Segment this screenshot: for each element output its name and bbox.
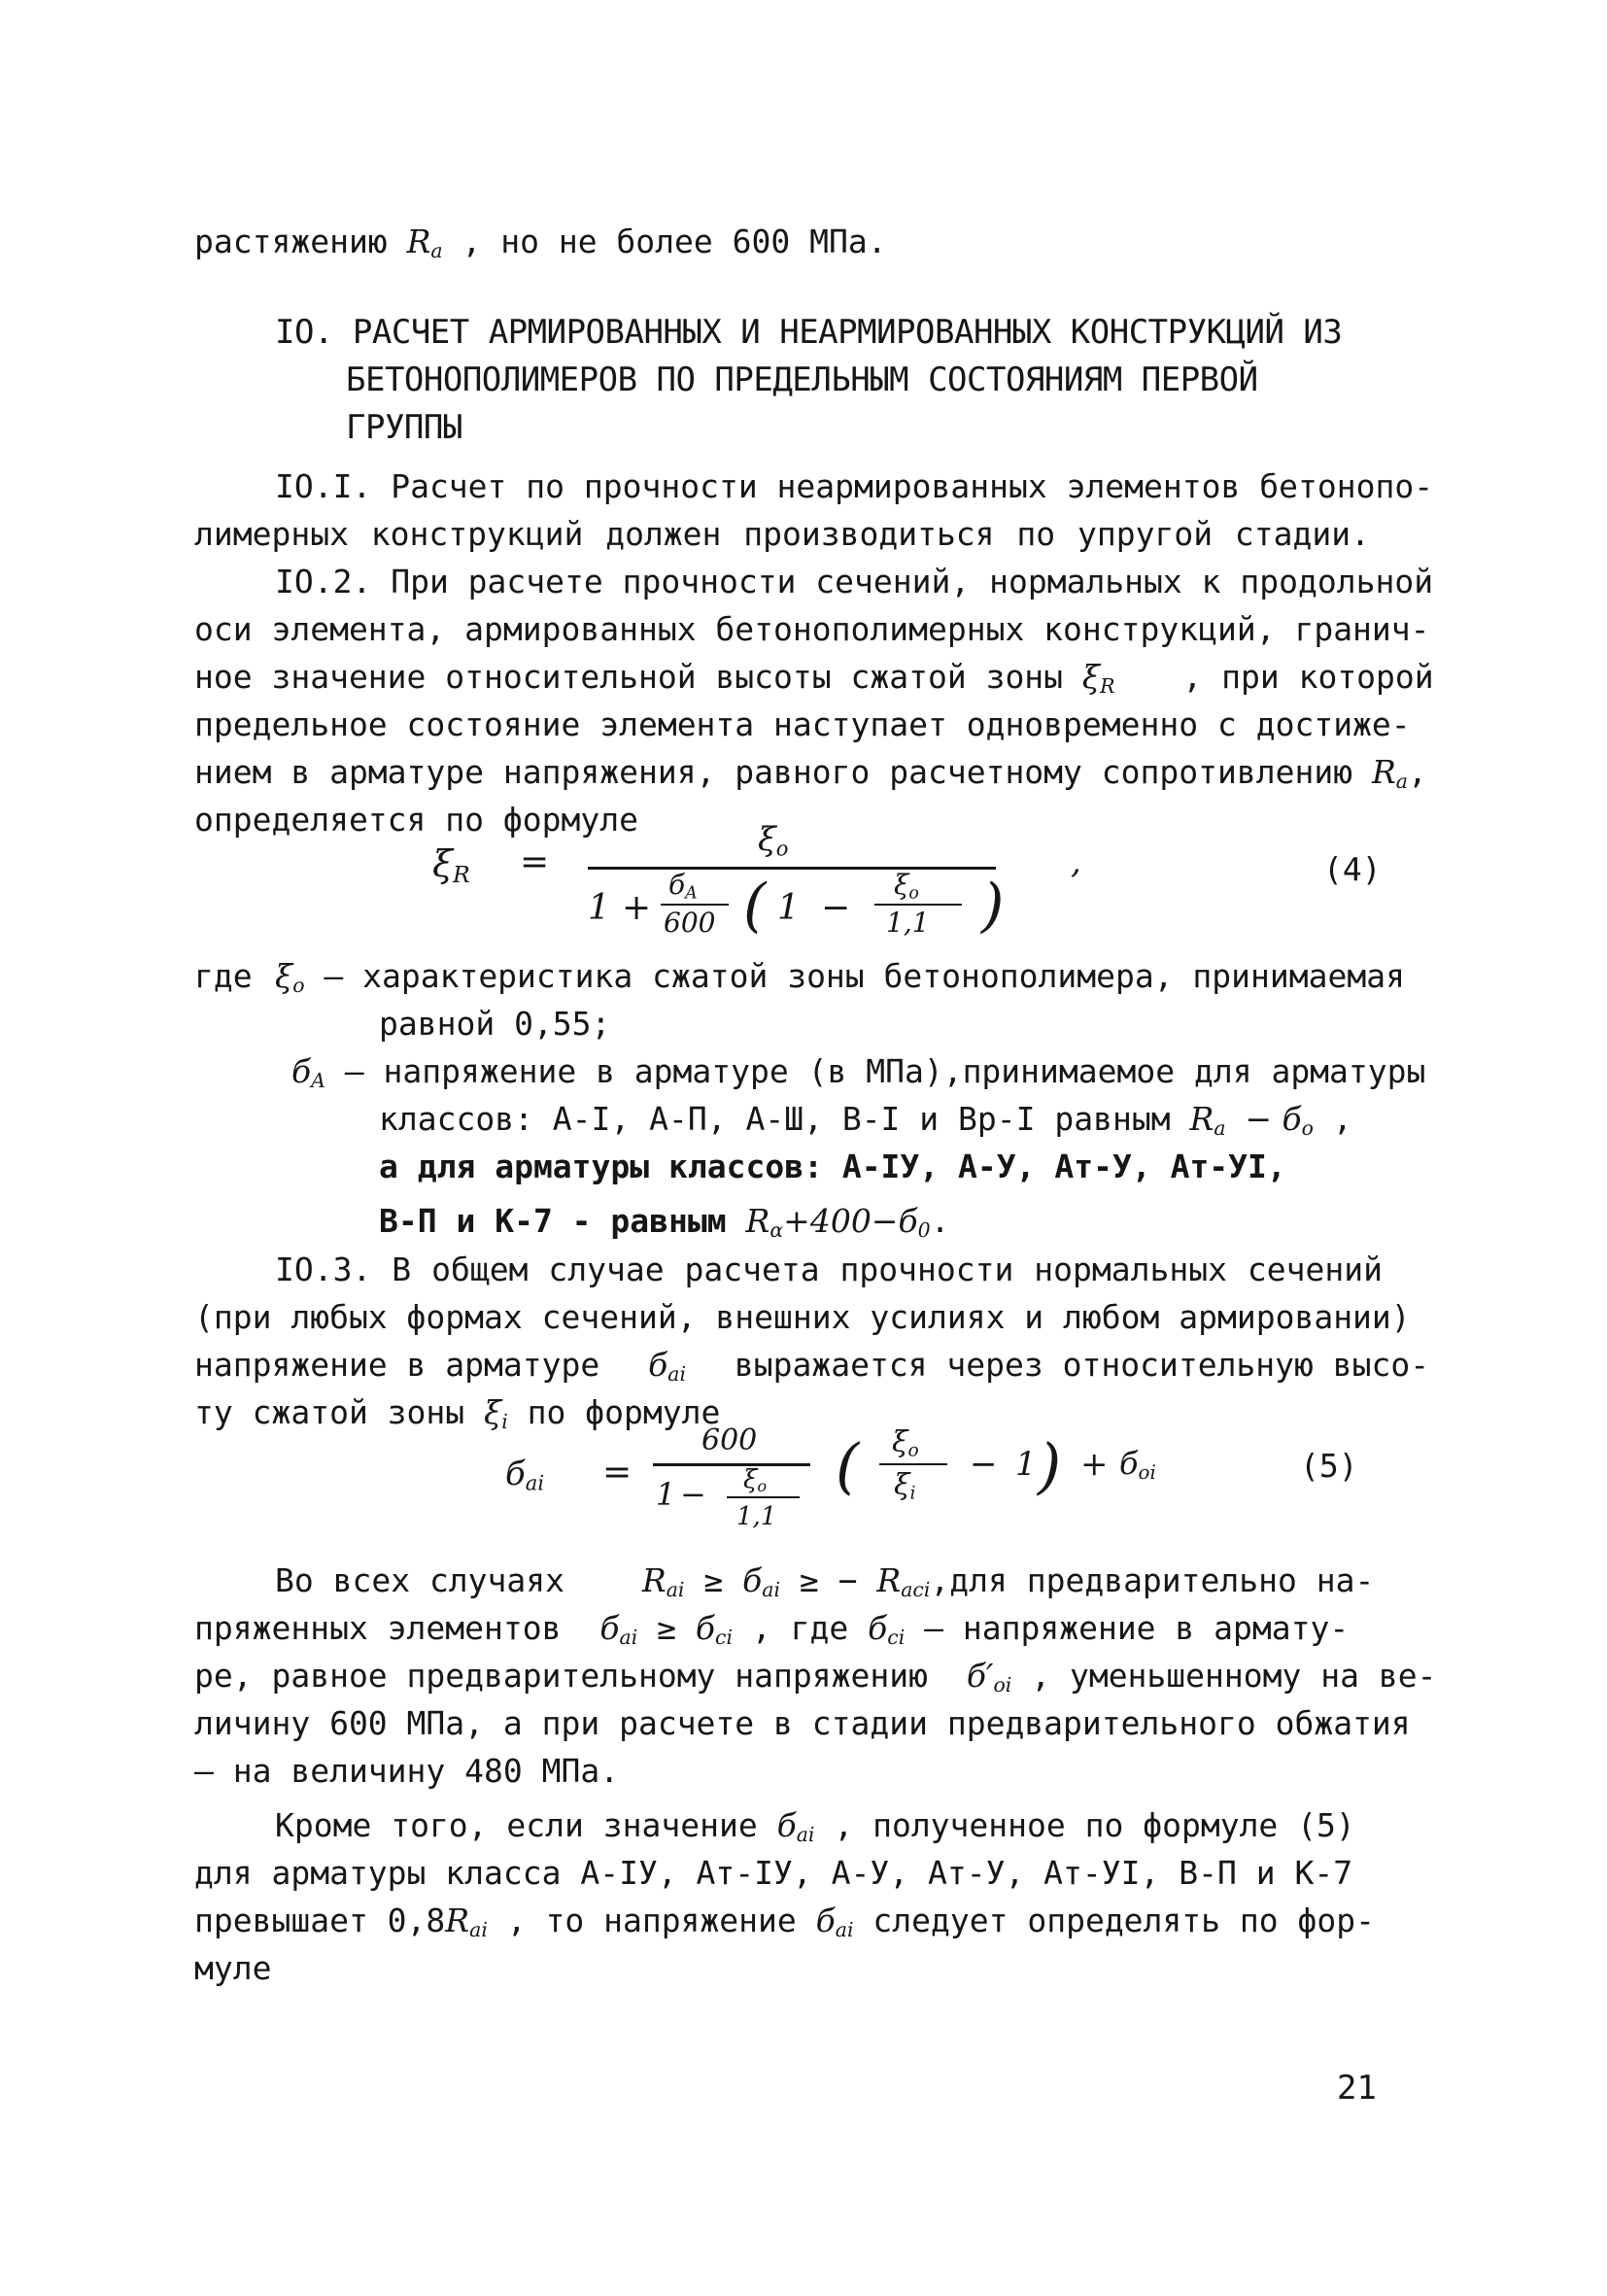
where-sigma-line-4: В-П и К-7 - равным $R_\alpha+400-б_0$.	[379, 1202, 950, 1243]
p10-2-line-2: оси элемента, армированных бетонополимерных конструкций, гранич-	[194, 610, 1430, 648]
f4-plus: +	[622, 888, 652, 928]
top-line: растяжению $R_a$ , но не более 600 МПа.	[194, 223, 887, 263]
f4-paren-close: )	[981, 872, 1005, 940]
p10-2-line-5: нием в арматуре напряжения, равного расчетному сопротивлению $R_a$,	[194, 753, 1427, 794]
f4-lhs: $\xi_R$	[432, 842, 470, 888]
f5-tail: $б_{oi}$	[1119, 1445, 1156, 1484]
sigma-a-symbol: $б_A$	[291, 1052, 325, 1093]
xi-i-symbol: $\xi_i$	[484, 1393, 508, 1434]
p10-3-line-2: (при любых формах сечений, внешних усилиях и любом армировании)	[194, 1298, 1411, 1336]
p10-3-line-4: ту сжатой зоны $\xi_i$ по формуле	[194, 1393, 721, 1434]
f4-one: 1	[588, 888, 610, 928]
f4-comma: ,	[1071, 842, 1081, 881]
f5-main-fraction-bar	[653, 1463, 810, 1466]
xi-r-symbol: $\xi_R$	[1081, 658, 1115, 699]
where-label: где	[194, 957, 253, 995]
all-cases-line-2: пряженных элементов $б_{ai} \ge б_{ci}$ , где $б_{ci}$ – напряжение в армату-	[194, 1609, 1350, 1650]
f4-one-b: 1	[777, 888, 800, 928]
p10-2-line-4: предельное состояние элемента наступает одновременно с достиже-	[194, 705, 1411, 743]
p10-2-line-1: IO.2. При расчете прочности сечений, нормальных к продольной	[275, 563, 1434, 600]
f5-frac-num: $\xi_o$	[892, 1425, 919, 1461]
f4-equals: =	[520, 842, 550, 882]
f5-equals: =	[602, 1453, 633, 1492]
where-sigma-line-1: $б_A$ – напряжение в арматуре (в МПа),принимаемое для арматуры	[291, 1052, 1426, 1093]
where-sigma-line-3: а для арматуры классов: А-IУ, А-У, Ат-У, Ат-УI,	[379, 1148, 1286, 1185]
f4-main-fraction-bar	[588, 867, 996, 870]
f4-600: 600	[664, 907, 716, 939]
f5-one-b: 1	[1015, 1445, 1037, 1484]
r-symbol: $R_a$	[406, 223, 443, 263]
f4-number: (4)	[1323, 850, 1382, 888]
besides-line-1: Кроме того, если значение $б_{ai}$ , полученное по формуле (5)	[275, 1806, 1355, 1847]
section-heading-line-3: ГРУППЫ	[346, 408, 462, 447]
f4-xi0: $\xi_o$	[894, 869, 919, 904]
sigma-ai-symbol: $б_{ai}$	[648, 1346, 686, 1387]
where-sigma-line-2: классов: А-I, А-П, А-Ш, В-I и Вр-I равным $R_a - б_o$ ,	[379, 1100, 1352, 1141]
f5-num: 600	[701, 1423, 758, 1457]
where-xi0-line-2: равной 0,55;	[379, 1005, 611, 1043]
f4-minus: −	[821, 888, 851, 928]
where-xi0-line-1: $\xi_o$ – характеристика сжатой зоны бетонополимера, принимаемая	[275, 957, 1405, 998]
all-cases-line-1: Во всех случаях $R_{ai} \ge б_{ai}$ ≥ − $R_{aci},для$ предварительно на-	[275, 1561, 1375, 1602]
xi0-symbol: $\xi_o$	[275, 957, 305, 998]
f4-sigma-bar	[661, 904, 729, 906]
p10-3-line-1: IO.3. В общем случае расчета прочности нормальных сечений	[275, 1251, 1383, 1288]
f4-paren-open: (	[743, 872, 767, 940]
besides-line-2: для арматуры класса А-IУ, Ат-IУ, А-У, Ат-У, Ат-УI, В-П и К-7	[194, 1854, 1353, 1892]
all-cases-line-3: ре, равное предварительному напряжению $б'_{oi}$ , уменьшенному на ве-	[194, 1657, 1437, 1697]
section-heading-line-2: БЕТОНОПОЛИМЕРОВ ПО ПРЕДЕЛЬНЫМ СОСТОЯНИЯМ ПЕРВОЙ	[346, 360, 1258, 399]
section-heading-line-1: IO. РАСЧЕТ АРМИРОВАННЫХ И НЕАРМИРОВАННЫХ КОНСТРУКЦИЙ ИЗ	[275, 313, 1343, 352]
page-number: 21	[1337, 2069, 1377, 2108]
besides-line-3: превышает $0,8R_{ai}$ , то напряжение $б_{ai}$ следует определять по фор-	[194, 1902, 1375, 1942]
f5-xi0: $\xi_o$	[743, 1465, 768, 1496]
f5-paren-open: (	[836, 1430, 860, 1501]
f5-lhs: $б_{ai}$	[505, 1455, 545, 1495]
besides-line-4: муле	[194, 1949, 272, 1987]
f5-one-one: 1,1	[736, 1502, 777, 1531]
f5-plus: +	[1080, 1445, 1109, 1484]
p10-2-line-6: определяется по формуле	[194, 801, 638, 839]
p10-3-line-3: напряжение в арматуре $б_{ai}$ выражается через относительную высо-	[194, 1346, 1430, 1387]
f4-xi-bar	[874, 904, 962, 906]
f4-numerator: $\xi_o$	[758, 820, 789, 861]
f4-sigma-a: $б_A$	[668, 869, 698, 904]
f5-frac-den: $\xi_i$	[894, 1468, 916, 1504]
f5-small-fraction-bar	[879, 1463, 947, 1465]
section-number: IO.	[275, 313, 333, 352]
f5-number: (5)	[1300, 1447, 1358, 1485]
p10-2-line-3: ное значение относительной высоты сжатой зоны $\xi_R$ , при которой	[194, 658, 1434, 699]
f5-minus-b: −	[970, 1445, 998, 1484]
f5-xi-bar	[727, 1496, 800, 1498]
all-cases-line-4: личину 600 МПа, а при расчете в стадии предварительного обжатия	[194, 1704, 1411, 1742]
f5-paren-close: )	[1038, 1430, 1062, 1501]
f4-one-one: 1,1	[886, 907, 930, 939]
p10-1-line-1: IO.I. Расчет по прочности неармированных элементов бетонопо-	[275, 467, 1434, 505]
f5-one: 1	[656, 1476, 676, 1513]
all-cases-line-5: – на величину 480 МПа.	[194, 1752, 620, 1790]
f5-minus: −	[680, 1476, 706, 1513]
p10-1-line-2: лимерных конструкций должен производиться по упругой стадии.	[194, 515, 1370, 553]
r-a-symbol: $R_a$	[1371, 753, 1408, 794]
